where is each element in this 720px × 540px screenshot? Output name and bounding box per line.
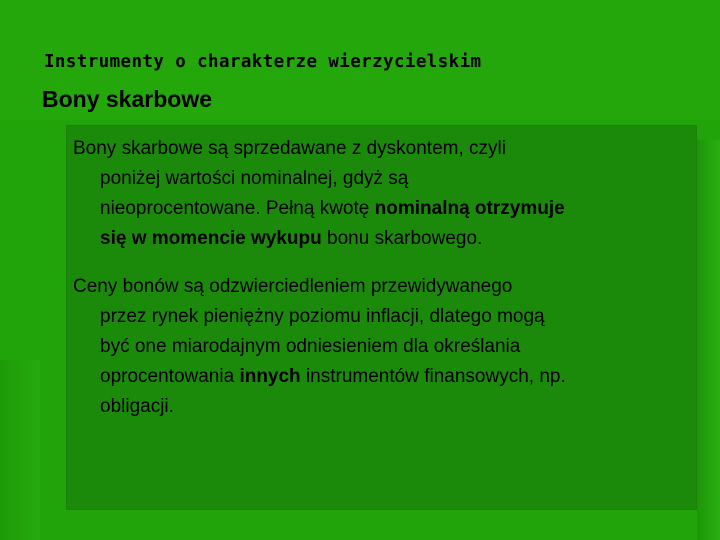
text-run: instrumentów finansowych, np.: [300, 366, 566, 387]
text-run-bold: nominalną otrzymuje: [374, 198, 565, 219]
text-run-bold: innych: [239, 366, 301, 387]
paragraph-line: [73, 302, 566, 332]
text-run: Bony skarbowe są sprzedawane z dyskontem, czyli: [73, 138, 506, 159]
slide-subtitle: Instrumenty o charakterze wierzycielskim: [44, 52, 482, 72]
background-left-bar: [0, 360, 40, 540]
paragraph-line: [73, 332, 566, 362]
text-run: Ceny bonów są odzwierciedleniem przewidywanego: [73, 276, 513, 297]
paragraph-inflation-prices: [73, 272, 566, 422]
text-run: przez rynek pieniężny poziomu inflacji, dlatego mogą: [100, 306, 545, 327]
text-run: nieoprocentowane. Pełną kwotę: [100, 198, 375, 219]
text-run: być one miarodajnym odniesieniem dla określania: [100, 336, 521, 357]
paragraph-line: [73, 392, 566, 422]
text-run-bold: się w momencie wykupu: [100, 228, 322, 249]
paragraph-line: [73, 164, 565, 194]
text-run: oprocentowania: [100, 366, 240, 387]
paragraph-line: [73, 362, 566, 392]
paragraph-line: [73, 272, 566, 302]
paragraph-line: [73, 134, 565, 164]
text-run: poniżej wartości nominalnej, gdyż są: [100, 168, 409, 189]
slide-title: Bony skarbowe: [42, 86, 212, 112]
paragraph-line: [73, 194, 565, 224]
background-right-bar: [697, 140, 720, 540]
text-run: bonu skarbowego.: [321, 228, 483, 249]
text-run: obligacji.: [100, 396, 174, 417]
paragraph-line: [73, 224, 565, 254]
paragraph-discount-bills: [73, 134, 565, 254]
